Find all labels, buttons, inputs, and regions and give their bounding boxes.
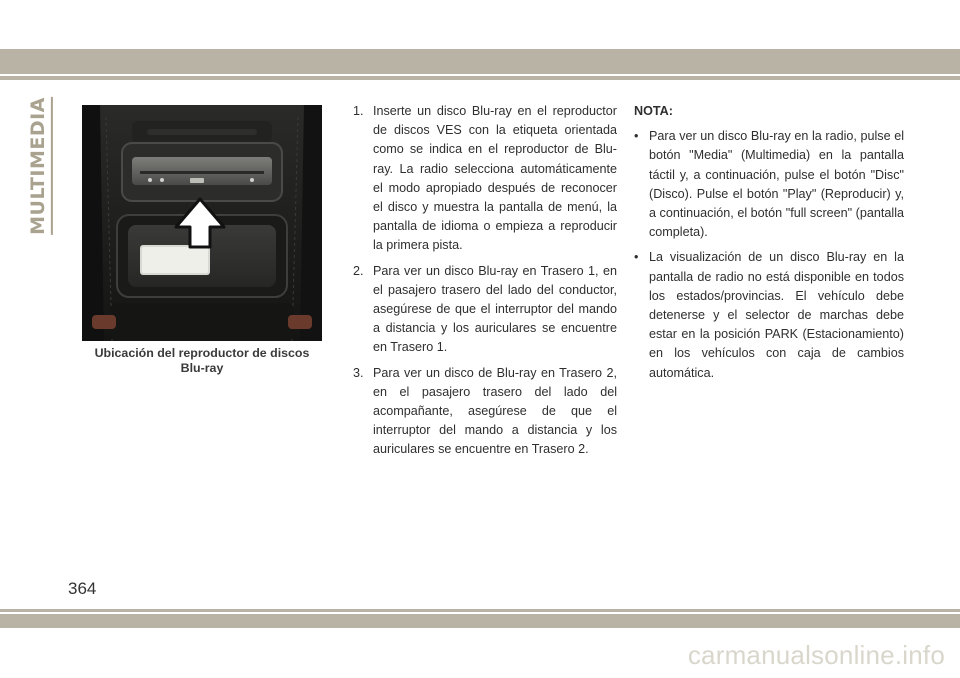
instructions-column	[353, 102, 617, 466]
step-text: Para ver un disco de Blu-ray en Trasero 2, en el pasajero trasero del lado del acompañante, asegúrese de que el interruptor del mando a distancia y los auriculares se encuentre en Trasero 2.	[373, 365, 617, 457]
step-3	[353, 364, 617, 460]
footer-watermark: carmanualsonline.info	[687, 640, 945, 670]
step-text: Inserte un disco Blu-ray en el reproductor de discos VES con la etiqueta orientada como se indica en el reproductor de Blu-ray. La radio selecciona automáticamente el modo apropiado después de reconocer el disco y muestra la pantalla de menú, la pantalla de idioma o empieza a reproducir la primera pista.	[373, 104, 617, 253]
note-title: NOTA:	[634, 104, 673, 118]
step-number: 1.	[353, 104, 364, 118]
header-band	[0, 49, 960, 74]
step-text: Para ver un disco Blu-ray en Trasero 1, en el pasajero trasero del lado del conductor, asegúrese de que el interruptor del mando a distancia y los auriculares se encuentre en Trasero 1.	[373, 263, 617, 355]
footer-rule	[0, 609, 960, 612]
console-illustration	[82, 105, 322, 341]
note-text: Para ver un disco Blu-ray en la radio, pulse el botón "Media" (Multimedia) en la pantalla táctil y, a continuación, pulse el botón "Disc" (Disco). Pulse el botón "Play" (Reproducir) y, a continuación, el botón "full screen" (pantalla completa).	[649, 129, 904, 240]
step-number: 3.	[353, 365, 364, 380]
note-text: La visualización de un disco Blu-ray en la pantalla de radio no está disponible en todos los estados/provincias. El vehículo debe detenerse y el selector de marchas debe estar en la posición PARK (Estacionamiento) en los vehículos con caja de cambios automática.	[649, 250, 904, 380]
note-column	[634, 102, 904, 389]
page-number: 364	[68, 579, 97, 598]
section-title: MULTIMEDIA	[27, 97, 53, 235]
note-item-2	[634, 248, 904, 382]
bullet-icon: •	[634, 250, 639, 265]
blu-ray-player-photo	[82, 105, 322, 341]
section-tab	[26, 97, 54, 235]
caption-line-1: Ubicación del reproductor de discos	[94, 346, 310, 360]
caption-line-2: Blu-ray	[180, 361, 224, 375]
bullet-icon: •	[634, 129, 639, 144]
step-number: 2.	[353, 263, 364, 278]
step-1	[353, 102, 617, 256]
step-2	[353, 262, 617, 358]
footer-band	[0, 614, 960, 628]
note-item-1	[634, 127, 904, 242]
figure-caption	[82, 346, 322, 376]
header-rule	[0, 76, 960, 80]
